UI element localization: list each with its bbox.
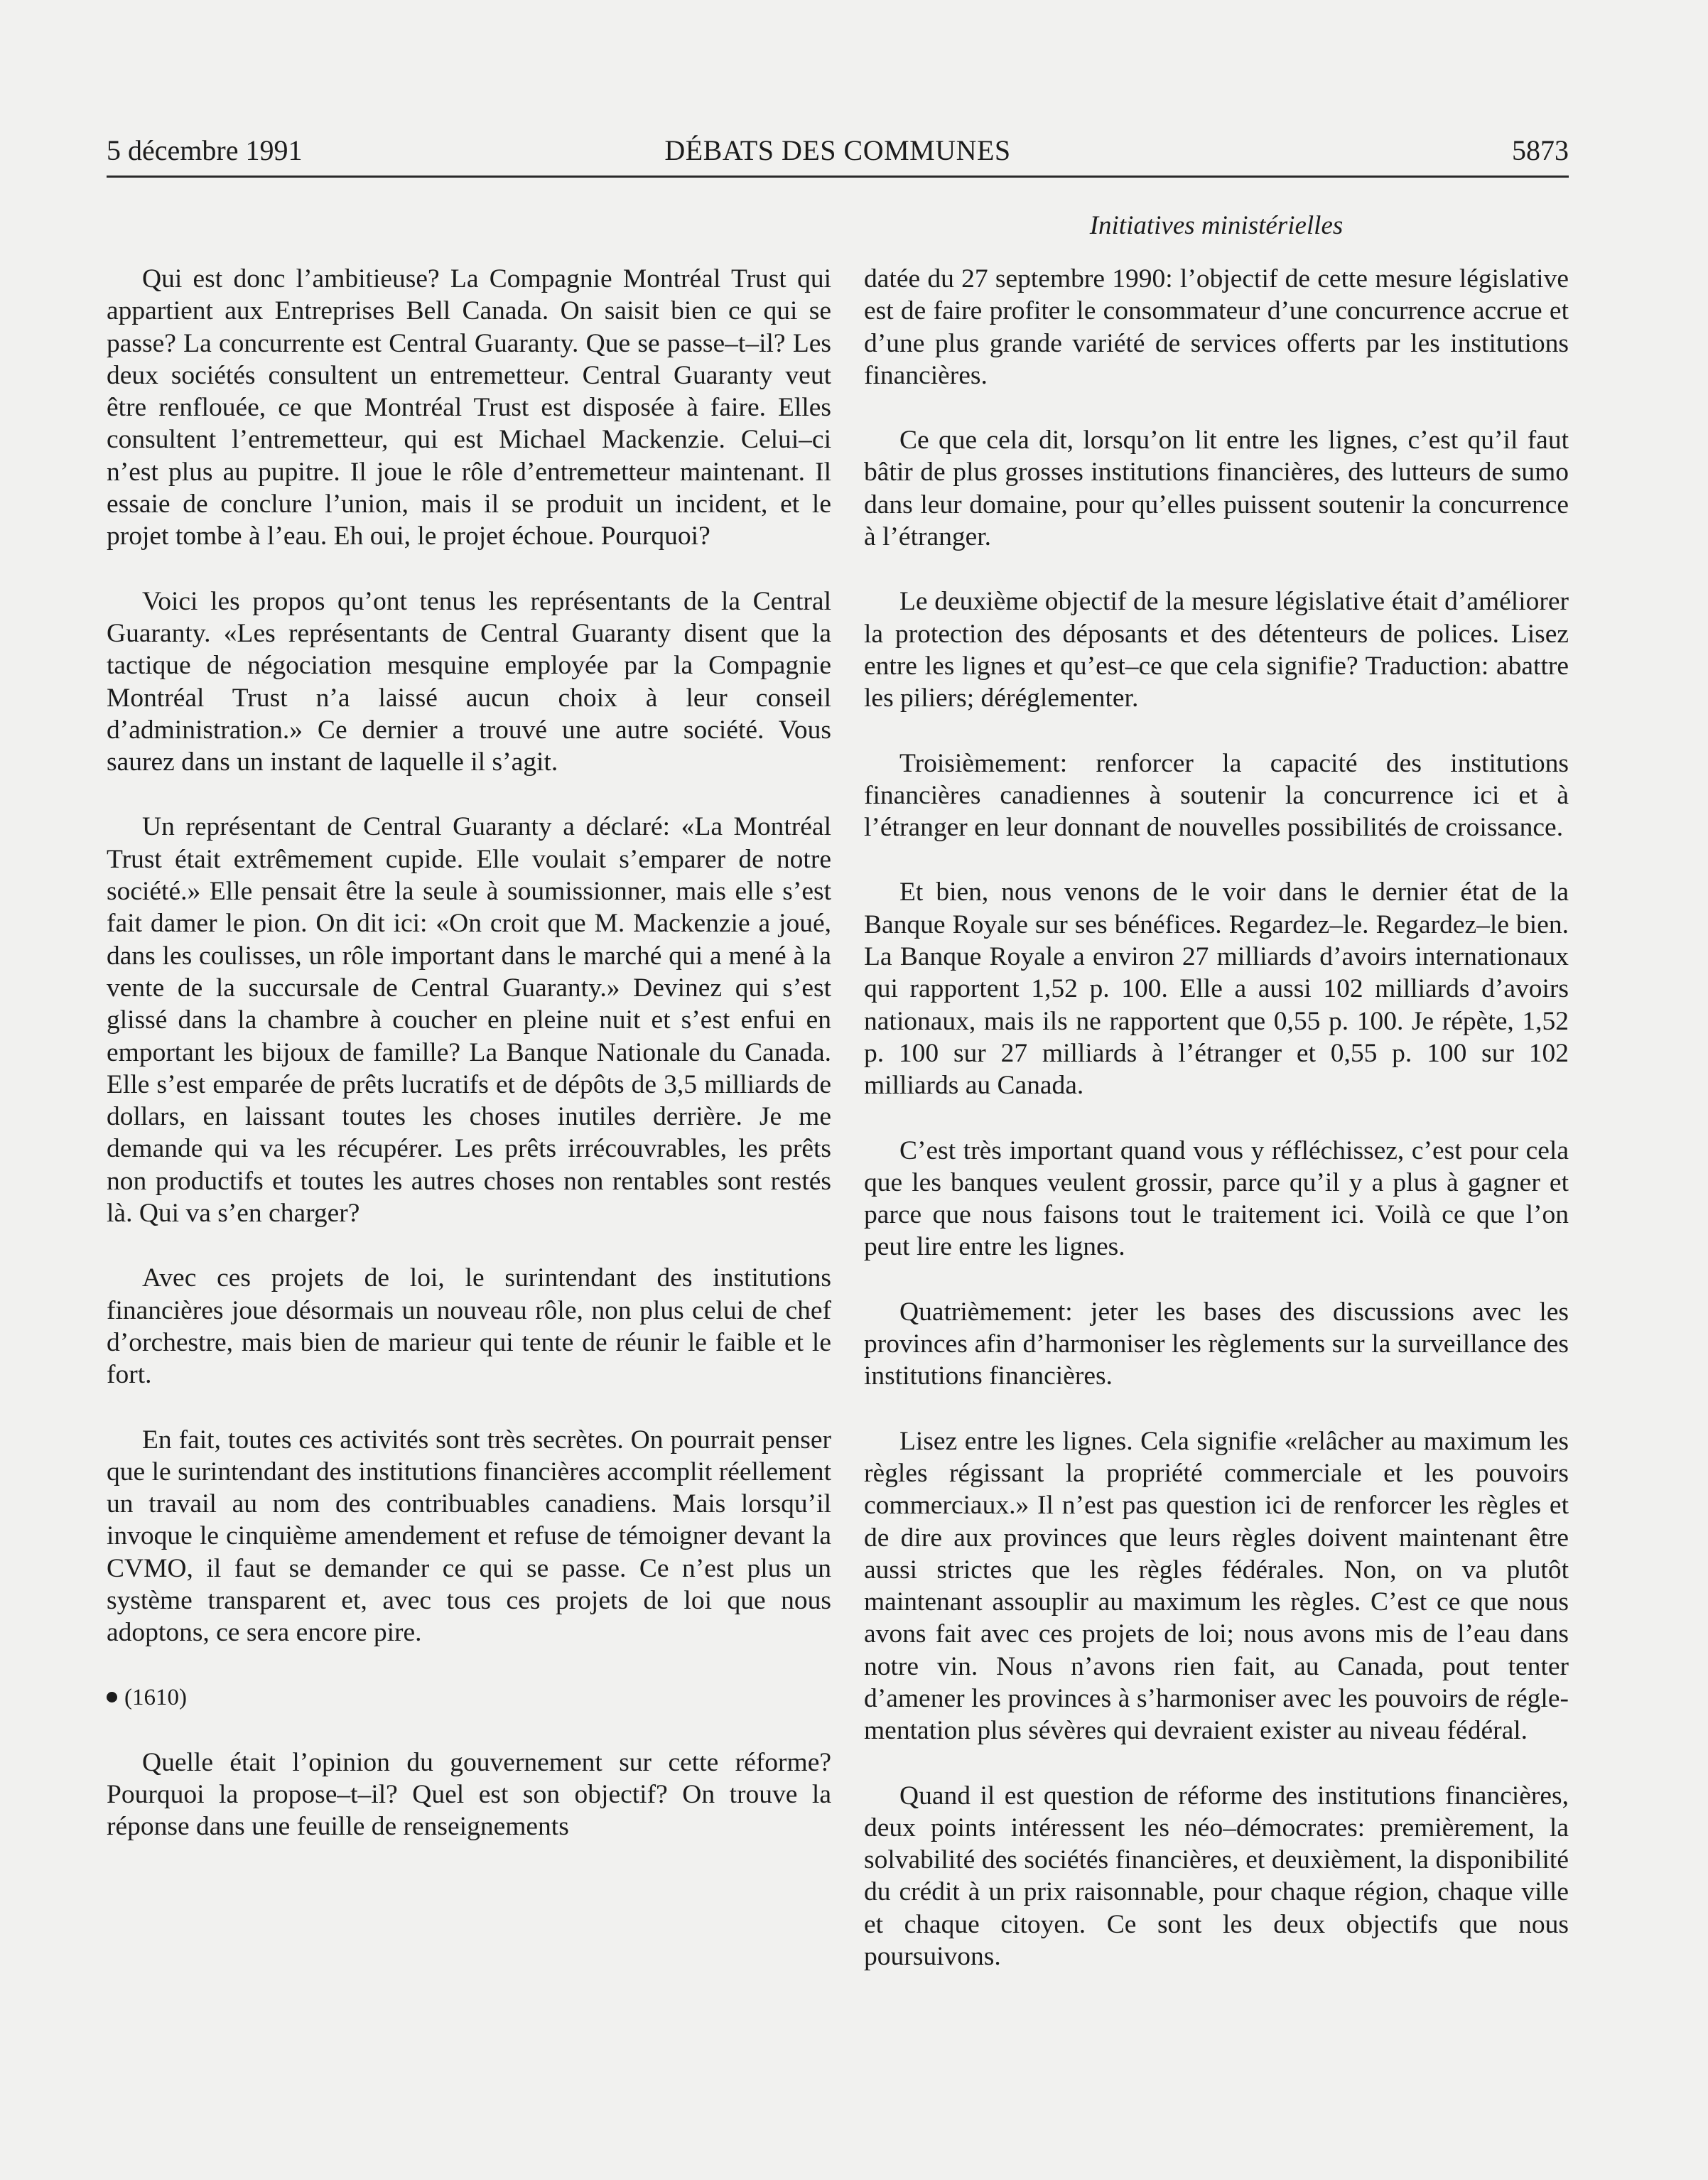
left-column xyxy=(107,263,831,1842)
paragraph: Qui est donc l’ambitieuse? La Compagnie Montréal Trust qui appartient aux Entreprises Bell Canada. On saisit bien ce qui se passe? La concurrente est Central Guaranty. Que se passe–t–il? Les deux sociétés consultent un entremetteur. Central Guaranty veut être renflouée, ce que Montréal Trust est disposée à faire. Elles consultent l’entremetteur, qui est Michael Mackenzie. Celui–ci n’est plus au pupitre. Il joue le rôle d’entremetteur maintenant. Il essaie de conclure l’union, mais il se produit un incident, et le projet tombe à l’eau. Eh oui, le projet échoue. Pourquoi? xyxy=(107,264,831,551)
paragraph: C’est très important quand vous y réfléchissez, c’est pour cela que les banques veulent grossir, parce qu’il y a plus à gagner et parce que nous faisons tout le traitement ici. Voilà ce que l’on peut lire entre les lignes. xyxy=(864,1135,1569,1262)
paragraph: Et bien, nous venons de le voir dans le dernier état de la Banque Royale sur ses bénéfices. Regardez–le. Regardez–le bien. La Banque Royale a environ 27 milliards d’avoirs internationaux qui rapportent 1,52 p. 100. Elle a aussi 102 milliards d’avoirs nationaux, mais ils ne rapportent que 0,55 p. 100. Je répète, 1,52 p. 100 sur 27 milliards à l’étranger et 0,55 p. 100 sur 102 milliards au Canada. xyxy=(864,878,1569,1101)
paragraph: Avec ces projets de loi, le surintendant des institutions financières joue désormais un nouveau rôle, non plus celui de chef d’orchestre, mais bien de marieur qui tente de réunir le faible et le fort. xyxy=(107,1263,831,1390)
paragraph: Voici les propos qu’ont tenus les représentants de la Central Guaranty. «Les représentants de Central Guaranty disent que la tactique de négociation mesquine employée par la Compagnie Montréal Trust n’a laissé aucun choix à leur conseil d’administration.» Ce dernier a trouvé une autre société. Vous saurez dans un instant de laquelle il s’agit. xyxy=(107,586,831,777)
time-marker xyxy=(107,1682,831,1714)
paragraph: Lisez entre les lignes. Cela signifie «relâcher au maximum les règles régissant la propriété commerciale et les pouvoirs commerciaux.» Il n’est pas question ici de renforcer les règles et de dire aux provinces que leurs règles doivent maintenant être aussi strictes que les règles fédérales. Non, on va plutôt maintenant assouplir au maximum les règles. C’est ce que nous avons fait avec ces projets de loi; nous avons mis de l’eau dans notre vin. Nous n’avons rien fait, au Canada, pout tenter d’amener les provinces à s’harmoniser avec les pouvoirs de réglementation plus sévères qui devraient exister au niveau fédéral. xyxy=(864,1426,1569,1746)
page-number: 5873 xyxy=(1512,134,1569,166)
paragraph: Le deuxième objectif de la mesure législative était d’améliorer la protection des déposants et des détenteurs de polices. Lisez entre les lignes et qu’est–ce que cela signifie? Traduction: abattre les piliers; déréglementer. xyxy=(864,587,1569,713)
section-title: Initiatives ministérielles xyxy=(1089,211,1344,240)
paragraph: Quatrièmement: jeter les bases des discussions avec les provinces afin d’harmoniser les règlements sur la surveillance des institutions financières. xyxy=(864,1297,1569,1391)
paragraph: Ce que cela dit, lorsqu’on lit entre les lignes, c’est qu’il faut bâtir de plus grosses institutions financières, des lutteurs de sumo dans leur domaine, pour qu’elles puissent soutenir la concurrence à l’étranger. xyxy=(864,426,1569,552)
header-rule xyxy=(107,176,1569,178)
time-marker-text: (1610) xyxy=(124,1684,187,1710)
paragraph: Un représentant de Central Guaranty a déclaré: «La Montréal Trust était extrêmement cupide. Elle voulait s’emparer de notre société.» Elle pensait être la seule à soumissionner, mais elle s’est fait damer le pion. On dit ici: «On croit que M. Mackenzie a joué, dans les coulisses, un rôle important dans le marché qui a mené à la vente de la succursale de Central Guaranty.» Devinez qui s’est glissé dans la chambre à coucher en pleine nuit et s’est enfui en emportant les bijoux de famille? La Banque Nationale du Canada. Elle s’est emparée de prêts lucratifs et de dépôts de 3,5 milliards de dollars, en laissant toutes les choses inutiles derrière. Je me demande qui va les récupérer. Les prêts irrécouvrables, les prêts non productifs et toutes les autres choses non rentables sont restés là. Qui va s’en charger? xyxy=(107,812,831,1229)
paragraph: En fait, toutes ces activités sont très secrètes. On pourrait penser que le surintendant des institutions financières accomplit réellement un travail au nom des contribuables canadiens. Mais lorsqu’il invoque le cinquième amendement et refuse de témoigner devant la CVMO, il faut se demander ce qui se passe. Ce n’est plus un système transparent et, avec tous ces projets de loi que nous adoptons, ce sera encore pire. xyxy=(107,1425,831,1648)
right-column xyxy=(864,263,1569,1973)
header-title: DÉBATS DES COMMUNES xyxy=(664,134,1011,166)
paragraph: Quelle était l’opinion du gouvernement sur cette réforme? Pourquoi la propose–t–il? Quel est son objectif? On trouve la réponse dans une feuille de renseignements xyxy=(107,1747,831,1842)
header-date: 5 décembre 1991 xyxy=(107,134,303,166)
paragraph: Troisièmement: renforcer la capacité des institutions financières canadiennes à soutenir la concurrence ici et à l’étranger en leur donnant de nouvelles possibilités de croissance. xyxy=(864,748,1569,843)
paragraph: datée du 27 septembre 1990: l’objectif de cette mesure législative est de faire profiter le consommateur d’une concurrence accrue et d’une plus grande variété de services offerts par les institutions financières. xyxy=(864,264,1569,390)
running-header xyxy=(107,134,1569,176)
bullet-icon xyxy=(107,1692,117,1703)
paragraph: Quand il est question de réforme des institutions financières, deux points intéressent les néo–démocrates: premièrement, la solvabilité des sociétés financières, et deuxièment, la disponibilité du crédit à un prix raisonnable, pour chaque région, chaque ville et chaque citoyen. Ce sont les deux objectifs que nous poursuivons. xyxy=(864,1781,1569,1972)
